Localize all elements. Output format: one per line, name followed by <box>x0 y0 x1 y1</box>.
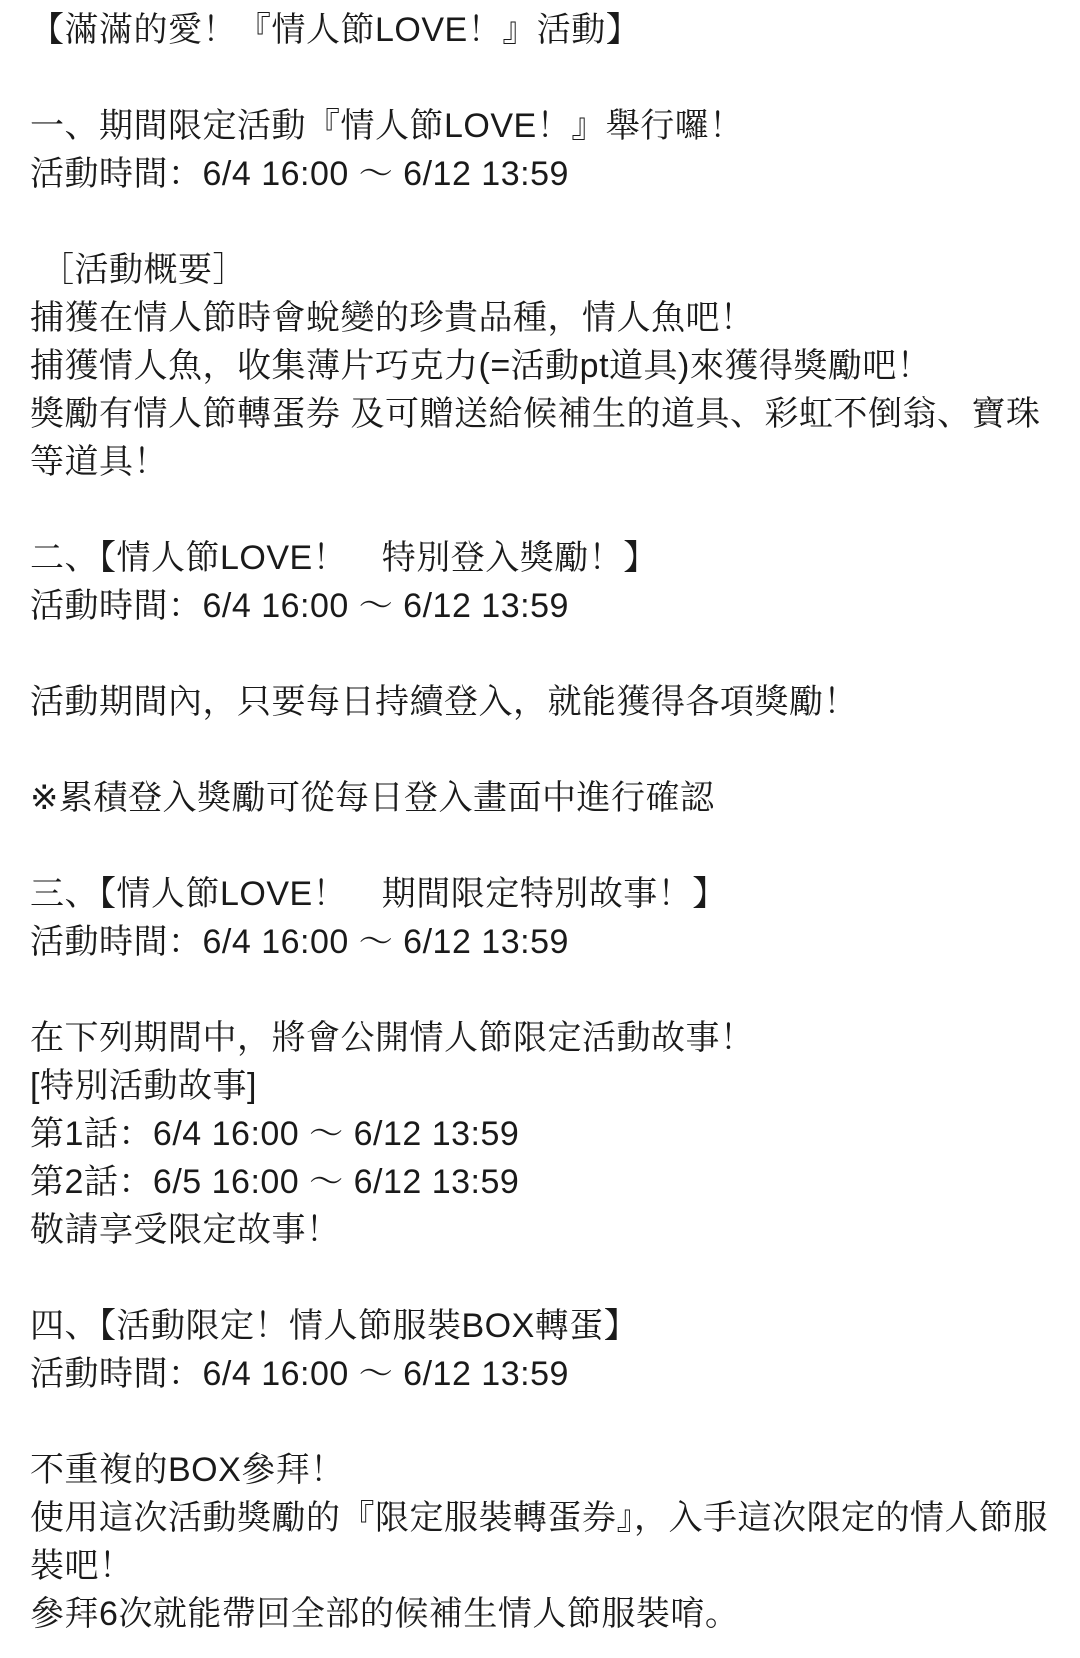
section-4-heading: 四、【活動限定！情人節服裝BOX轉蛋】 <box>30 1307 639 1345</box>
spacer <box>30 1398 1050 1446</box>
section-2-body: 活動期間內，只要每日持續登入，就能獲得各項獎勵！ <box>30 683 858 721</box>
section-1-heading: 一、期間限定活動『情人節LOVE！』舉行囉！ <box>30 107 744 145</box>
section-4-body-3: 參拜6次就能帶回全部的候補生情人節服裝唷。 <box>30 1595 740 1633</box>
story-episode-1: 第1話：6/4 16:00 ～ 6/12 13:59 <box>30 1115 520 1153</box>
section-2-note: ※累積登入獎勵可從每日登入畫面中進行確認 <box>30 779 715 817</box>
spacer <box>30 54 1050 102</box>
section-3-body: 在下列期間中，將會公開情人節限定活動故事！ <box>30 1019 755 1057</box>
section-4-body-1: 不重複的BOX參拜！ <box>30 1451 345 1489</box>
section-1-period: 活動時間：6/4 16:00 ～ 6/12 13:59 <box>30 155 569 193</box>
overview-label: ［活動概要］ <box>30 251 247 289</box>
overview-line-3: 獎勵有情人節轉蛋券 及可贈送給候補生的道具、彩虹不倒翁、寶珠等道具！ <box>30 395 1041 481</box>
section-4-body-2: 使用這次活動獎勵的『限定服裝轉蛋券』，入手這次限定的情人節服裝吧！ <box>30 1499 1048 1585</box>
section-4-period: 活動時間：6/4 16:00 ～ 6/12 13:59 <box>30 1355 569 1393</box>
section-3-heading: 三、【情人節LOVE！ 期間限定特別故事！】 <box>30 875 727 913</box>
special-story-label: [特別活動故事] <box>30 1067 257 1105</box>
document-title: 【滿滿的愛！『情人節LOVE！』活動】 <box>30 11 641 49</box>
section-2-period: 活動時間：6/4 16:00 ～ 6/12 13:59 <box>30 587 569 625</box>
overview-line-2: 捕獲情人魚，收集薄片巧克力(=活動pt道具)來獲得獎勵吧！ <box>30 347 932 385</box>
spacer <box>30 630 1050 678</box>
story-episode-2: 第2話：6/5 16:00 ～ 6/12 13:59 <box>30 1163 520 1201</box>
overview-line-1: 捕獲在情人節時會蛻變的珍貴品種，情人魚吧！ <box>30 299 755 337</box>
section-2-heading: 二、【情人節LOVE！ 特別登入獎勵！】 <box>30 539 658 577</box>
story-closing: 敬請享受限定故事！ <box>30 1211 341 1249</box>
section-3-period: 活動時間：6/4 16:00 ～ 6/12 13:59 <box>30 923 569 961</box>
spacer <box>30 966 1050 1014</box>
spacer <box>30 822 1050 870</box>
spacer <box>30 1254 1050 1302</box>
spacer <box>30 726 1050 774</box>
spacer <box>30 486 1050 534</box>
spacer <box>30 198 1050 246</box>
